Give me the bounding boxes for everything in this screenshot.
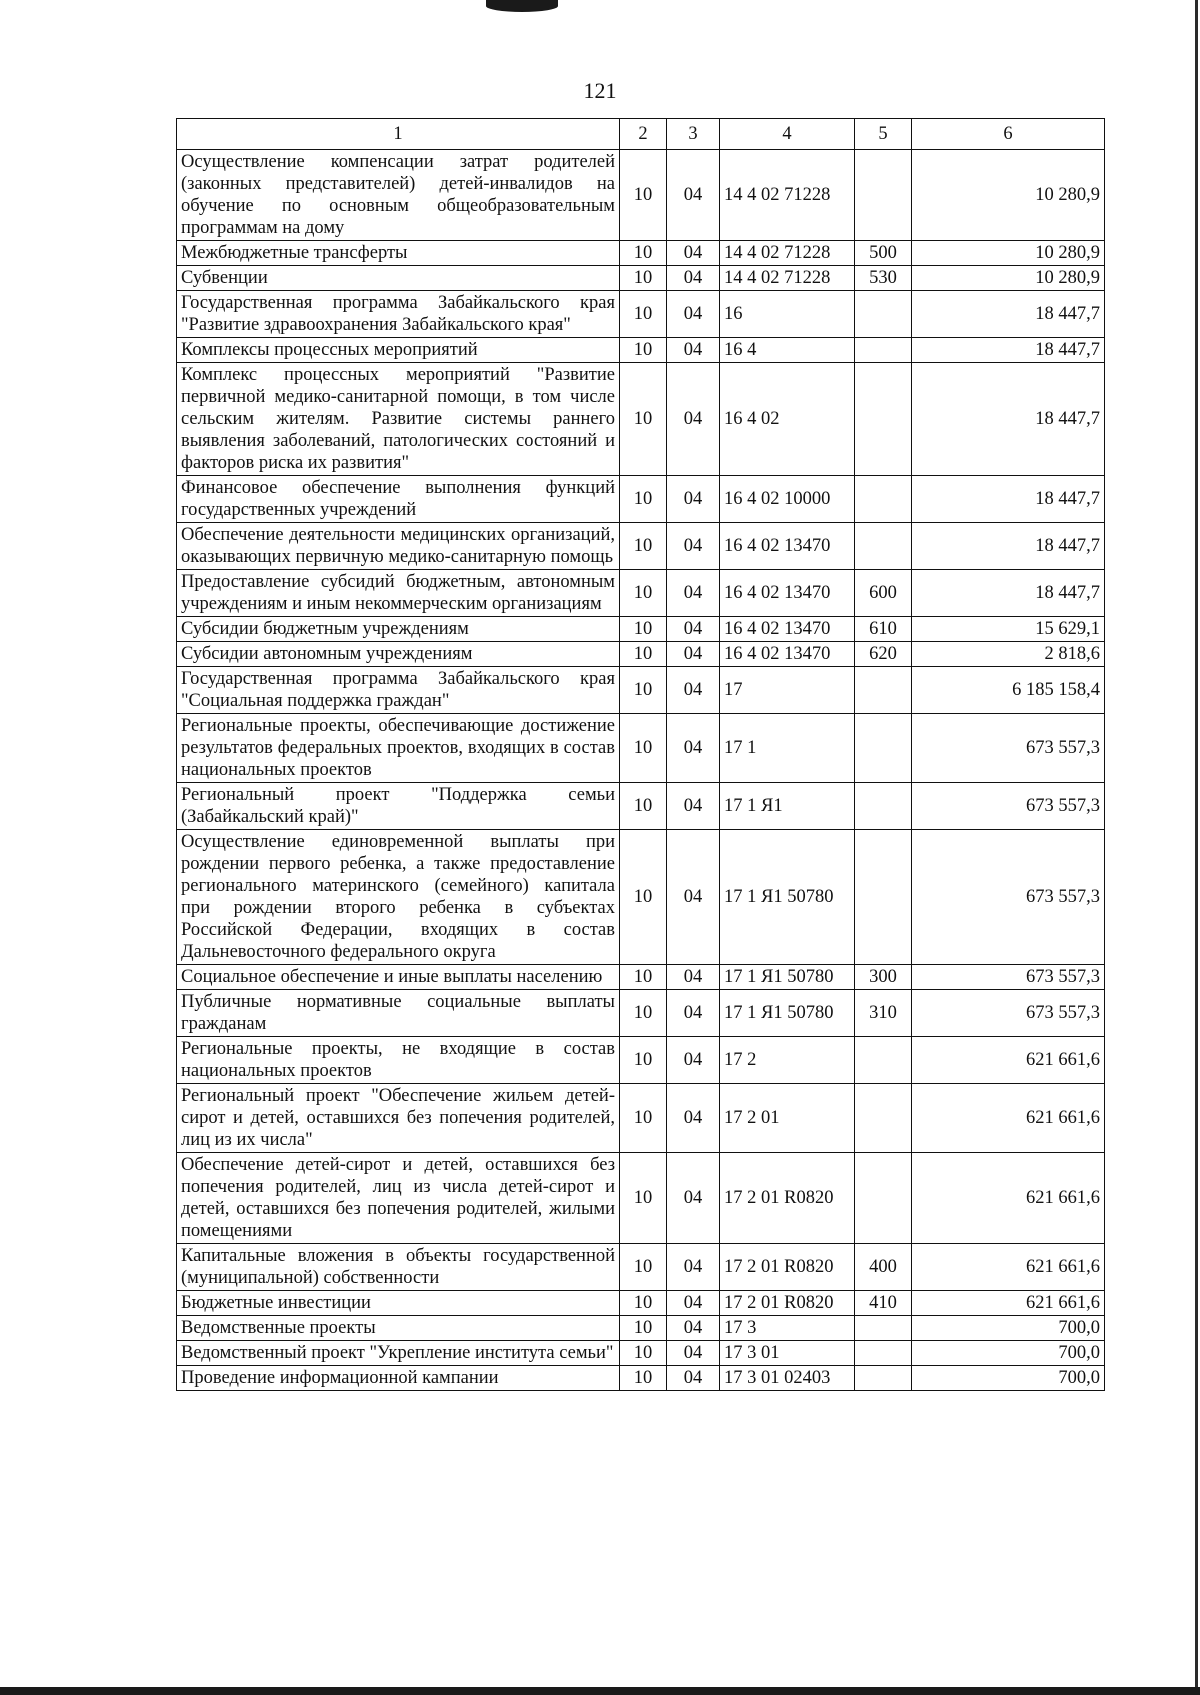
amount-cell: 700,0 — [912, 1366, 1105, 1391]
scan-bottom-edge — [0, 1687, 1200, 1695]
amount-cell: 621 661,6 — [912, 1244, 1105, 1291]
subsection-cell: 04 — [667, 150, 720, 241]
header-row — [177, 119, 1105, 150]
table-row — [177, 1153, 1105, 1244]
target-article-cell: 17 1 — [720, 714, 855, 783]
subsection-cell: 04 — [667, 965, 720, 990]
expense-name-cell: Региональные проекты, не входящие в состав национальных проектов — [177, 1037, 620, 1084]
subsection-cell: 04 — [667, 617, 720, 642]
column-header: 3 — [667, 119, 720, 150]
table-row — [177, 783, 1105, 830]
column-header: 6 — [912, 119, 1105, 150]
amount-cell: 673 557,3 — [912, 714, 1105, 783]
table-row — [177, 523, 1105, 570]
section-cell: 10 — [620, 1291, 667, 1316]
expense-name-cell: Региональный проект "Обеспечение жильем детей-сирот и детей, оставшихся без попечения родителей, лиц из их числа" — [177, 1084, 620, 1153]
amount-cell: 18 447,7 — [912, 291, 1105, 338]
expense-type-cell — [855, 523, 912, 570]
expense-type-cell — [855, 1153, 912, 1244]
expense-type-cell — [855, 291, 912, 338]
expense-type-cell: 310 — [855, 990, 912, 1037]
subsection-cell: 04 — [667, 1316, 720, 1341]
section-cell: 10 — [620, 990, 667, 1037]
amount-cell: 10 280,9 — [912, 241, 1105, 266]
expense-name-cell: Предоставление субсидий бюджетным, автономным учреждениям и иным некоммерческим организациям — [177, 570, 620, 617]
target-article-cell: 16 4 02 13470 — [720, 617, 855, 642]
table-row — [177, 1244, 1105, 1291]
amount-cell: 18 447,7 — [912, 338, 1105, 363]
target-article-cell: 17 3 01 02403 — [720, 1366, 855, 1391]
amount-cell: 673 557,3 — [912, 990, 1105, 1037]
section-cell: 10 — [620, 523, 667, 570]
expense-name-cell: Субсидии автономным учреждениям — [177, 642, 620, 667]
expense-type-cell — [855, 667, 912, 714]
expense-name-cell: Публичные нормативные социальные выплаты гражданам — [177, 990, 620, 1037]
expense-name-cell: Финансовое обеспечение выполнения функций государственных учреждений — [177, 476, 620, 523]
section-cell: 10 — [620, 830, 667, 965]
expense-name-cell: Региональный проект "Поддержка семьи (Забайкальский край)" — [177, 783, 620, 830]
page-number: 121 — [583, 78, 617, 103]
expense-name-cell: Комплексы процессных мероприятий — [177, 338, 620, 363]
amount-cell: 10 280,9 — [912, 266, 1105, 291]
column-header: 4 — [720, 119, 855, 150]
target-article-cell: 16 4 02 13470 — [720, 642, 855, 667]
table-row — [177, 266, 1105, 291]
target-article-cell: 14 4 02 71228 — [720, 150, 855, 241]
subsection-cell: 04 — [667, 714, 720, 783]
section-cell: 10 — [620, 965, 667, 990]
target-article-cell: 17 2 01 R0820 — [720, 1153, 855, 1244]
table-row — [177, 617, 1105, 642]
expense-name-cell: Капитальные вложения в объекты государственной (муниципальной) собственности — [177, 1244, 620, 1291]
expense-type-cell: 410 — [855, 1291, 912, 1316]
amount-cell: 700,0 — [912, 1316, 1105, 1341]
section-cell: 10 — [620, 1341, 667, 1366]
section-cell: 10 — [620, 1366, 667, 1391]
expense-type-cell — [855, 476, 912, 523]
target-article-cell: 14 4 02 71228 — [720, 266, 855, 291]
expense-type-cell — [855, 1316, 912, 1341]
subsection-cell: 04 — [667, 291, 720, 338]
subsection-cell: 04 — [667, 642, 720, 667]
table-row — [177, 338, 1105, 363]
expense-type-cell — [855, 830, 912, 965]
table-row — [177, 150, 1105, 241]
amount-cell: 700,0 — [912, 1341, 1105, 1366]
subsection-cell: 04 — [667, 363, 720, 476]
expense-name-cell: Обеспечение деятельности медицинских организаций, оказывающих первичную медико-санитарную помощь — [177, 523, 620, 570]
section-cell: 10 — [620, 266, 667, 291]
amount-cell: 621 661,6 — [912, 1291, 1105, 1316]
table-row — [177, 1037, 1105, 1084]
expense-type-cell — [855, 1084, 912, 1153]
expense-name-cell: Межбюджетные трансферты — [177, 241, 620, 266]
target-article-cell: 16 4 02 13470 — [720, 570, 855, 617]
target-article-cell: 17 2 — [720, 1037, 855, 1084]
table-row — [177, 714, 1105, 783]
section-cell: 10 — [620, 1084, 667, 1153]
expense-type-cell: 400 — [855, 1244, 912, 1291]
expense-type-cell — [855, 1037, 912, 1084]
expense-name-cell: Осуществление единовременной выплаты при рождении первого ребенка, а также предоставление регионального материнского (семейного) капитала при рождении второго ребенка в субъектах Российской Федерации, входящих в состав Дальневосточного федерального округа — [177, 830, 620, 965]
table-row — [177, 291, 1105, 338]
subsection-cell: 04 — [667, 476, 720, 523]
amount-cell: 621 661,6 — [912, 1084, 1105, 1153]
expense-type-cell — [855, 714, 912, 783]
target-article-cell: 17 1 Я1 — [720, 783, 855, 830]
table-row — [177, 1084, 1105, 1153]
section-cell: 10 — [620, 291, 667, 338]
amount-cell: 621 661,6 — [912, 1037, 1105, 1084]
amount-cell: 18 447,7 — [912, 523, 1105, 570]
target-article-cell: 17 2 01 R0820 — [720, 1244, 855, 1291]
table-row — [177, 1366, 1105, 1391]
expense-name-cell: Субсидии бюджетным учреждениям — [177, 617, 620, 642]
section-cell: 10 — [620, 667, 667, 714]
section-cell: 10 — [620, 241, 667, 266]
target-article-cell: 17 1 Я1 50780 — [720, 830, 855, 965]
amount-cell: 2 818,6 — [912, 642, 1105, 667]
table-row — [177, 965, 1105, 990]
expense-name-cell: Ведомственный проект "Укрепление института семьи" — [177, 1341, 620, 1366]
section-cell: 10 — [620, 363, 667, 476]
table-row — [177, 1341, 1105, 1366]
expense-name-cell: Ведомственные проекты — [177, 1316, 620, 1341]
column-header: 1 — [177, 119, 620, 150]
expense-name-cell: Осуществление компенсации затрат родителей (законных представителей) детей-инвалидов на обучение по основным общеобразовательным программам на дому — [177, 150, 620, 241]
column-header: 5 — [855, 119, 912, 150]
subsection-cell: 04 — [667, 1153, 720, 1244]
column-header: 2 — [620, 119, 667, 150]
section-cell: 10 — [620, 1244, 667, 1291]
expense-name-cell: Субвенции — [177, 266, 620, 291]
table-row — [177, 990, 1105, 1037]
amount-cell: 18 447,7 — [912, 363, 1105, 476]
table-row — [177, 642, 1105, 667]
table-row — [177, 1291, 1105, 1316]
subsection-cell: 04 — [667, 667, 720, 714]
table-body — [177, 150, 1105, 1391]
section-cell: 10 — [620, 338, 667, 363]
target-article-cell: 14 4 02 71228 — [720, 241, 855, 266]
amount-cell: 673 557,3 — [912, 783, 1105, 830]
subsection-cell: 04 — [667, 1341, 720, 1366]
expense-type-cell — [855, 783, 912, 830]
subsection-cell: 04 — [667, 338, 720, 363]
target-article-cell: 17 1 Я1 50780 — [720, 990, 855, 1037]
section-cell: 10 — [620, 1153, 667, 1244]
table-row — [177, 1316, 1105, 1341]
section-cell: 10 — [620, 476, 667, 523]
subsection-cell: 04 — [667, 1244, 720, 1291]
expense-name-cell: Комплекс процессных мероприятий "Развитие первичной медико-санитарной помощи, в том числе сельским жителям. Развитие системы раннего выявления заболеваний, патологических состояний и факторов риска их развития" — [177, 363, 620, 476]
target-article-cell: 17 2 01 R0820 — [720, 1291, 855, 1316]
section-cell: 10 — [620, 617, 667, 642]
expense-type-cell — [855, 338, 912, 363]
target-article-cell: 17 3 — [720, 1316, 855, 1341]
target-article-cell: 16 — [720, 291, 855, 338]
subsection-cell: 04 — [667, 523, 720, 570]
expense-type-cell: 300 — [855, 965, 912, 990]
subsection-cell: 04 — [667, 1084, 720, 1153]
scan-right-edge — [1195, 0, 1198, 1695]
subsection-cell: 04 — [667, 830, 720, 965]
scan-top-mark — [486, 0, 558, 12]
amount-cell: 673 557,3 — [912, 965, 1105, 990]
expense-type-cell — [855, 150, 912, 241]
target-article-cell: 16 4 02 10000 — [720, 476, 855, 523]
expense-name-cell: Региональные проекты, обеспечивающие достижение результатов федеральных проектов, входящих в состав национальных проектов — [177, 714, 620, 783]
expense-name-cell: Социальное обеспечение и иные выплаты населению — [177, 965, 620, 990]
target-article-cell: 17 1 Я1 50780 — [720, 965, 855, 990]
expense-type-cell: 620 — [855, 642, 912, 667]
expense-name-cell: Государственная программа Забайкальского края "Развитие здравоохранения Забайкальского края" — [177, 291, 620, 338]
target-article-cell: 16 4 02 13470 — [720, 523, 855, 570]
amount-cell: 6 185 158,4 — [912, 667, 1105, 714]
expense-type-cell — [855, 1341, 912, 1366]
expense-type-cell: 600 — [855, 570, 912, 617]
target-article-cell: 16 4 02 — [720, 363, 855, 476]
amount-cell: 18 447,7 — [912, 570, 1105, 617]
expense-name-cell: Государственная программа Забайкальского края "Социальная поддержка граждан" — [177, 667, 620, 714]
target-article-cell: 17 2 01 — [720, 1084, 855, 1153]
expense-name-cell: Бюджетные инвестиции — [177, 1291, 620, 1316]
section-cell: 10 — [620, 1316, 667, 1341]
target-article-cell: 17 — [720, 667, 855, 714]
section-cell: 10 — [620, 783, 667, 830]
section-cell: 10 — [620, 150, 667, 241]
subsection-cell: 04 — [667, 266, 720, 291]
subsection-cell: 04 — [667, 1291, 720, 1316]
expense-name-cell: Обеспечение детей-сирот и детей, оставшихся без попечения родителей, лиц из числа детей-сирот и детей, оставшихся без попечения родителей, жилыми помещениями — [177, 1153, 620, 1244]
section-cell: 10 — [620, 570, 667, 617]
section-cell: 10 — [620, 714, 667, 783]
amount-cell: 18 447,7 — [912, 476, 1105, 523]
target-article-cell: 17 3 01 — [720, 1341, 855, 1366]
amount-cell: 673 557,3 — [912, 830, 1105, 965]
expense-type-cell — [855, 363, 912, 476]
section-cell: 10 — [620, 642, 667, 667]
table-row — [177, 476, 1105, 523]
subsection-cell: 04 — [667, 1037, 720, 1084]
subsection-cell: 04 — [667, 990, 720, 1037]
expense-name-cell: Проведение информационной кампании — [177, 1366, 620, 1391]
subsection-cell: 04 — [667, 1366, 720, 1391]
table-row — [177, 667, 1105, 714]
expense-type-cell: 500 — [855, 241, 912, 266]
subsection-cell: 04 — [667, 783, 720, 830]
table-row — [177, 241, 1105, 266]
expense-type-cell: 530 — [855, 266, 912, 291]
table-row — [177, 570, 1105, 617]
expense-type-cell — [855, 1366, 912, 1391]
section-cell: 10 — [620, 1037, 667, 1084]
table-row — [177, 830, 1105, 965]
table-row — [177, 363, 1105, 476]
amount-cell: 15 629,1 — [912, 617, 1105, 642]
amount-cell: 10 280,9 — [912, 150, 1105, 241]
budget-table — [176, 118, 1105, 1391]
subsection-cell: 04 — [667, 570, 720, 617]
amount-cell: 621 661,6 — [912, 1153, 1105, 1244]
subsection-cell: 04 — [667, 241, 720, 266]
expense-type-cell: 610 — [855, 617, 912, 642]
target-article-cell: 16 4 — [720, 338, 855, 363]
